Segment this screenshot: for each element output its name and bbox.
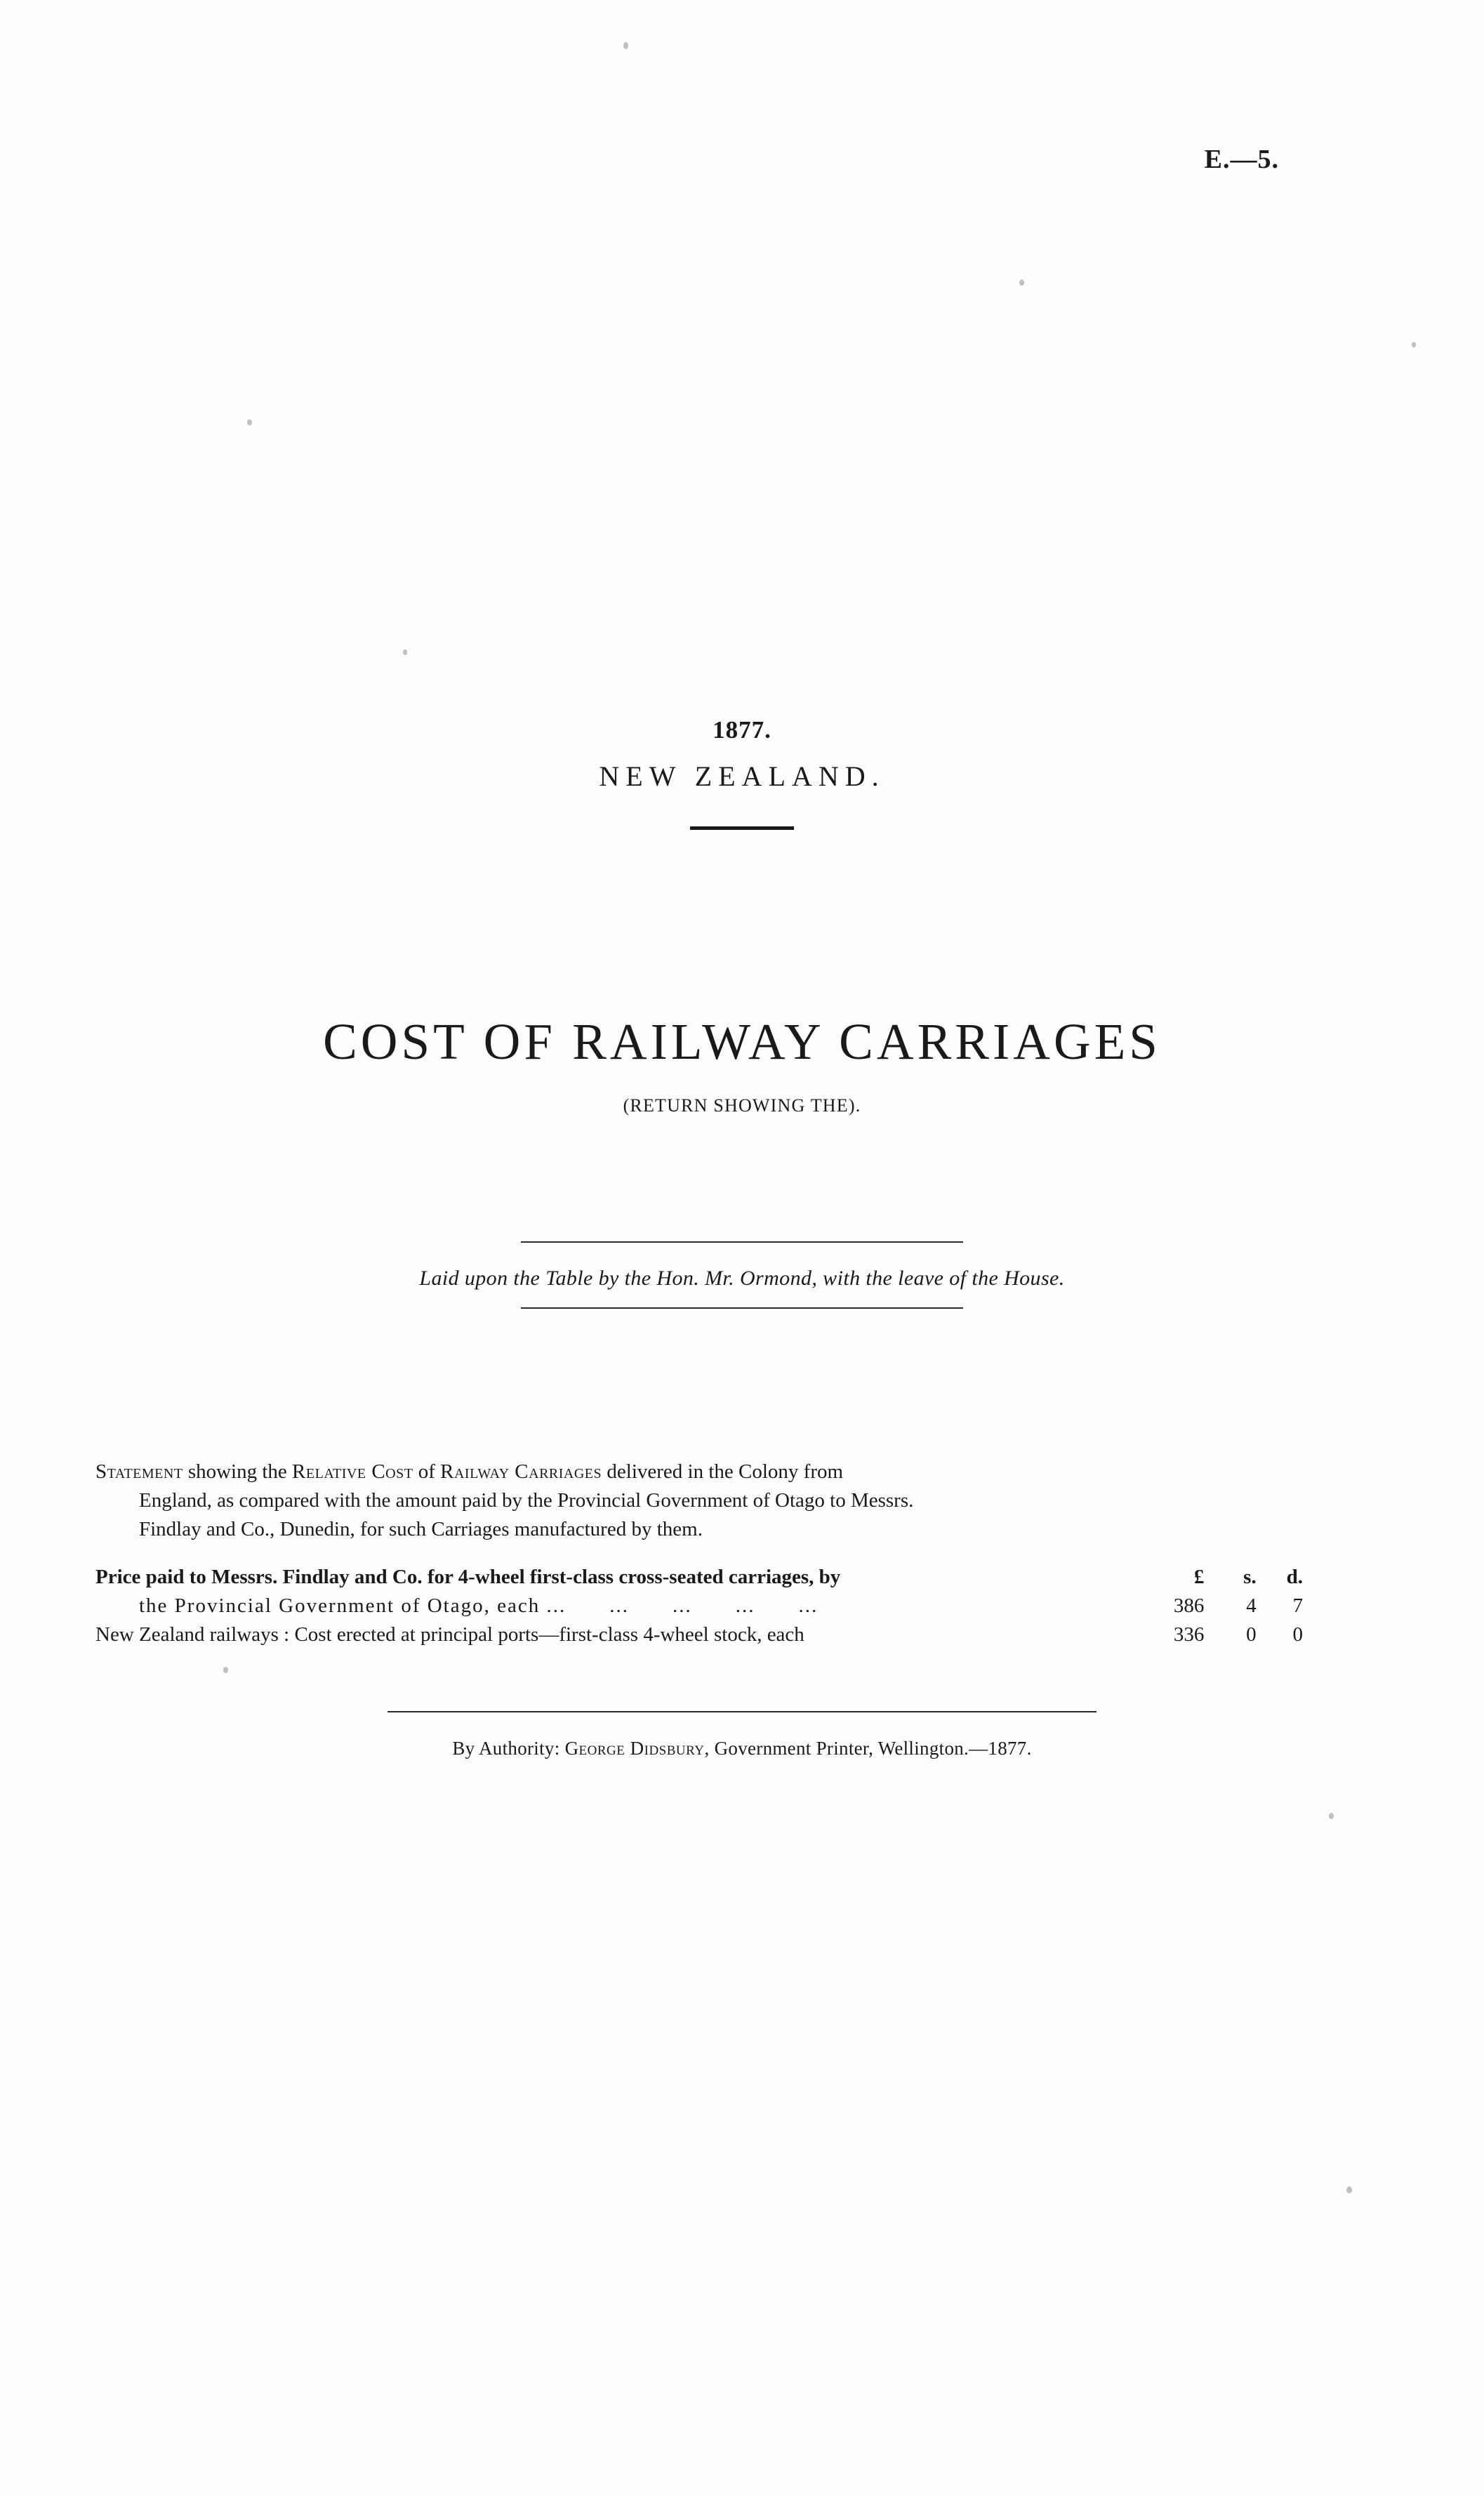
table-row (95, 1592, 1303, 1620)
scan-speck (1329, 1813, 1334, 1819)
statement-line-1 (95, 1458, 1303, 1486)
table-row (95, 1620, 1303, 1649)
row-1-pence: 7 (1292, 1594, 1303, 1617)
statement-text-b: Relative Cost (292, 1460, 413, 1483)
publication-year: 1877. (713, 716, 771, 744)
row-2-pound: 336 (1173, 1623, 1205, 1646)
scan-speck (623, 42, 628, 49)
document-reference: E.—5. (1204, 145, 1279, 174)
imprint-suffix: , Government Printer, Wellington.—1877. (704, 1738, 1032, 1759)
scan-speck (1019, 279, 1024, 286)
row-1-shillings: 4 (1246, 1594, 1257, 1617)
row-1-description-line-1: Price paid to Messrs. Findlay and Co. for 4-wheel first-class cross-seated carriages, by (95, 1565, 841, 1588)
scan-speck (403, 649, 407, 655)
statement-lead-word: Statement (95, 1460, 183, 1483)
country-name: NEW ZEALAND. (599, 760, 885, 792)
scan-speck (247, 419, 252, 425)
statement-paragraph (95, 1458, 1303, 1545)
scan-speck (223, 1667, 228, 1673)
statement-text-e: delivered in the Colony from (602, 1460, 844, 1483)
row-2-description-line-1: New Zealand railways : Cost erected at principal ports—first-class 4-wheel stock, each (95, 1623, 804, 1646)
header-pound: £ (1193, 1565, 1205, 1588)
laid-note-text: Laid upon the Table by the Hon. Mr. Ormond, with the leave of the House. (419, 1267, 1065, 1290)
scan-speck (1412, 342, 1416, 348)
page-footer (0, 1711, 1484, 1759)
footer-divider (387, 1711, 1097, 1712)
page-subtitle: (RETURN SHOWING THE). (623, 1095, 861, 1116)
row-2-pence: 0 (1292, 1623, 1303, 1646)
statement-text-d: Railway Carriages (440, 1460, 602, 1483)
statement-line-2 (95, 1486, 1303, 1515)
statement-text-a: showing the (183, 1460, 293, 1483)
row-1-description-line-2: the Provincial Government of Otago, each ... ... ... ... ... (139, 1594, 819, 1617)
statement-text-c: of (413, 1460, 441, 1483)
note-divider-top (521, 1241, 963, 1243)
note-divider-bottom (521, 1307, 963, 1309)
title-block (0, 716, 1484, 830)
page-title: COST OF RAILWAY CARRIAGES (323, 1013, 1161, 1070)
row-1-pound: 386 (1173, 1594, 1205, 1617)
laid-upon-table-note (0, 1241, 1484, 1309)
scan-speck (1346, 2186, 1352, 2193)
statement-line-3-text: Findlay and Co., Dunedin, for such Carriages manufactured by them. (139, 1518, 703, 1541)
imprint (0, 1738, 1484, 1759)
statement-line-3 (95, 1515, 1303, 1544)
row-2-shillings: 0 (1246, 1623, 1257, 1646)
header-shillings: s. (1243, 1565, 1257, 1588)
table-header-row (95, 1563, 1303, 1592)
statement-line-2-text: England, as compared with the amount paid by the Provincial Government of Otago to Messrs. (139, 1489, 914, 1512)
body-content (95, 1458, 1303, 1649)
cost-table (95, 1563, 1303, 1650)
header-pence: d. (1286, 1565, 1303, 1588)
imprint-printer: George Didsbury (564, 1738, 705, 1759)
imprint-prefix: By Authority: (452, 1738, 565, 1759)
title-divider (690, 826, 794, 830)
